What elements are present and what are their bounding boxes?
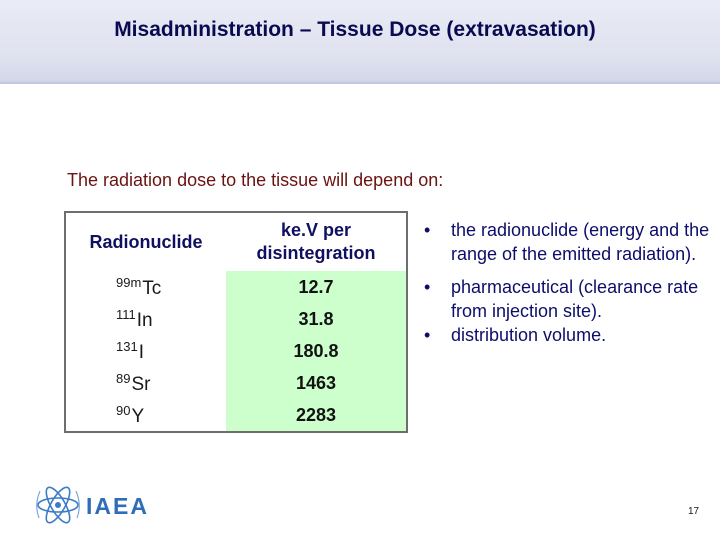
mass-number: 99m: [116, 274, 142, 290]
kev-value-cell: 12.7: [226, 271, 407, 303]
column-header-kev-label: ke.V per disintegration: [256, 220, 376, 263]
bullet-item: [422, 218, 712, 266]
element-symbol: Y: [131, 405, 145, 427]
mass-number: 90: [116, 402, 131, 418]
mass-number: 111: [116, 306, 136, 322]
radionuclide-cell: [65, 271, 226, 303]
table-row: [65, 303, 407, 335]
slide-title: Misadministration – Tissue Dose (extravasation): [114, 18, 596, 41]
table-row: [65, 367, 407, 399]
slide-header: [0, 0, 720, 84]
mass-number: 89: [116, 370, 131, 386]
radionuclide-cell: [65, 367, 226, 399]
bullet-text: distribution volume.: [451, 325, 607, 345]
radionuclide-cell: [65, 399, 226, 432]
radionuclide-cell: [65, 335, 226, 367]
iaea-logo-text: IAEA: [86, 493, 149, 519]
bullet-text: pharmaceutical (clearance rate from injection site).: [451, 277, 699, 321]
kev-value-cell: 2283: [226, 399, 407, 432]
bullet-dot-icon: •: [424, 325, 431, 345]
kev-value-cell: 180.8: [226, 335, 407, 367]
column-header-radionuclide: Radionuclide: [65, 212, 226, 271]
table-header-row: [65, 212, 407, 271]
bullet-item: [422, 323, 712, 347]
element-symbol: Sr: [131, 373, 151, 395]
radionuclide-table: [64, 211, 408, 433]
table-row: [65, 271, 407, 303]
element-symbol: I: [138, 341, 144, 363]
table-row: [65, 399, 407, 432]
intro-text: The radiation dose to the tissue will depend on:: [67, 170, 444, 190]
page-number: 17: [688, 506, 700, 517]
element-symbol: In: [136, 309, 153, 331]
bullet-text: the radionuclide (energy and the range of the emitted radiation).: [451, 220, 710, 264]
dependency-bullet-list: [422, 218, 712, 347]
kev-value-cell: 31.8: [226, 303, 407, 335]
radionuclide-cell: [65, 303, 226, 335]
bullet-dot-icon: •: [424, 220, 431, 240]
bullet-dot-icon: •: [424, 277, 431, 297]
bullet-item: [422, 275, 712, 323]
mass-number: 131: [116, 338, 138, 354]
kev-value-cell: 1463: [226, 367, 407, 399]
element-symbol: Tc: [142, 277, 162, 299]
column-header-kev: [226, 212, 407, 271]
table-row: [65, 335, 407, 367]
